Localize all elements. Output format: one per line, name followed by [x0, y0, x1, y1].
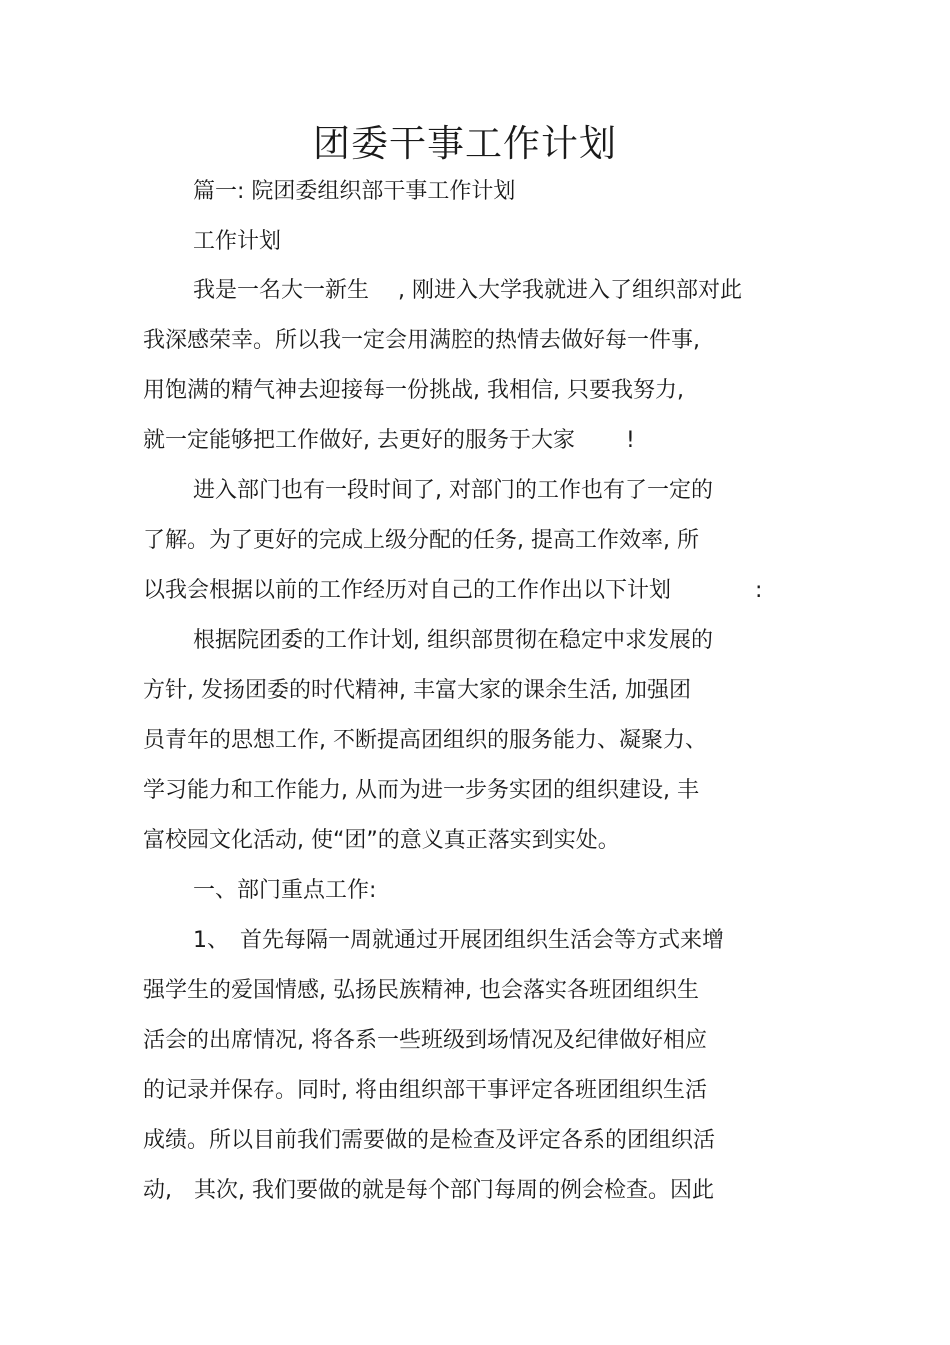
- paragraph-line: 我是一名大一新生 , 刚进入大学我就进入了组织部对此: [193, 278, 742, 303]
- paragraph-line: 员青年的思想工作, 不断提高团组织的服务能力、凝聚力、: [143, 728, 707, 753]
- paragraph-line: 强学生的爱国情感, 弘扬民族精神, 也会落实各班团组织生: [143, 978, 699, 1003]
- paragraph-line: 以我会根据以前的工作经历对自己的工作作出以下计划: [143, 578, 672, 603]
- paragraph-line: 活会的出席情况, 将各系一些班级到场情况及纪律做好相应: [143, 1028, 707, 1053]
- paragraph-line: 的记录并保存。同时, 将由组织部干事评定各班团组织生活: [143, 1078, 707, 1103]
- subtitle-line: 篇一: 院团委组织部干事工作计划: [193, 179, 516, 204]
- paragraph-line: 富校园文化活动, 使“团”的意义真正落实到实处。: [143, 828, 620, 853]
- paragraph-line: 了解。为了更好的完成上级分配的任务, 提高工作效率, 所: [143, 528, 699, 553]
- paragraph-line: 进入部门也有一段时间了, 对部门的工作也有了一定的: [193, 478, 713, 503]
- paragraph-line: 根据院团委的工作计划, 组织部贯彻在稳定中求发展的: [193, 628, 713, 653]
- paragraph-line: 学习能力和工作能力, 从而为进一步务实团的组织建设, 丰: [143, 778, 699, 803]
- paragraph-line: 成绩。所以目前我们需要做的是检查及评定各系的团组织活: [143, 1128, 716, 1153]
- paragraph-line: 方针, 发扬团委的时代精神, 丰富大家的课余生活, 加强团: [143, 678, 691, 703]
- list-item-line: 1、 首先每隔一周就通过开展团组织生活会等方式来增: [193, 928, 724, 953]
- section-heading: 工作计划: [193, 229, 282, 254]
- paragraph-line: 我深感荣幸。所以我一定会用满腔的热情去做好每一件事,: [143, 328, 700, 353]
- paragraph-line: 用饱满的精气神去迎接每一份挑战, 我相信, 只要我努力,: [143, 378, 684, 403]
- paragraph-colon: :: [755, 578, 763, 603]
- section-heading: 一、部门重点工作:: [193, 878, 377, 903]
- paragraph-line: 就一定能够把工作做好, 去更好的服务于大家 !: [143, 428, 635, 453]
- paragraph-line: 动, 其次, 我们要做的就是每个部门每周的例会检查。因此: [143, 1178, 714, 1203]
- document-title: 团委干事工作计划: [313, 122, 617, 165]
